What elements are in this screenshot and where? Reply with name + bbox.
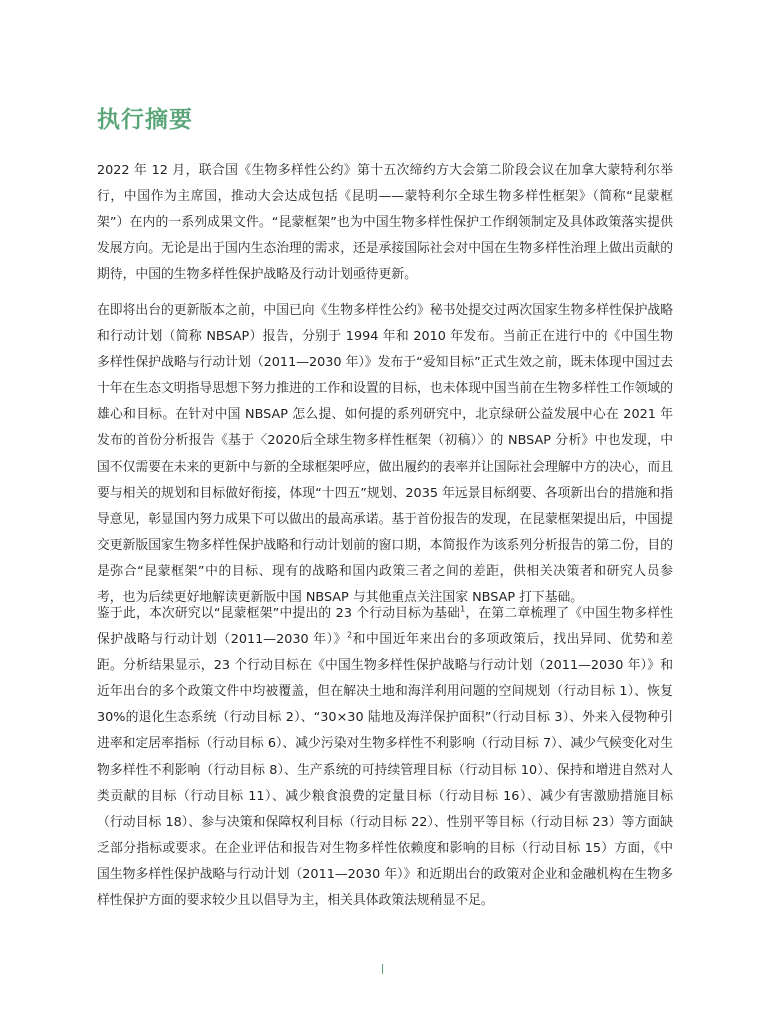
paragraph-findings xyxy=(97,601,673,914)
page-number-marker xyxy=(382,964,383,974)
paragraph-nbsap-history: 在即将出台的更新版本之前，中国已向《生物多样性公约》秘书处提交过两次国家生物多样性保护战略和行动计划（简称 NBSAP）报告，分别于 1994 年和 2010 年发布。当前正在进行中的《中国生物多样性保护战略与行动计划（2011—2030 年）》发布于“爱知目标”正式生效之前，既未体现中国过去十年在生态文明指导思想下努力推进的工作和设置的目标，也未体现中国当前在生物多样性工作领域的雄心和目标。在针对中国 NBSAP 怎么提、如何提的系列研究中，北京绿研公益发展中心在 2021 年发布的首份分析报告《基于〈2020后全球生物多样性框架（初稿）〉的 NBSAP 分析》中也发现，中国不仅需要在未来的更新中与新的全球框架呼应，做出履约的表率并让国际社会理解中方的决心，而且要与相关的规划和目标做好衔接，体现“十四五”规划、2035 年远景目标纲要、各项新出台的措施和指导意见，彰显国内努力成果下可以做出的最高承诺。基于首份报告的发现，在昆蒙框架提出后，中国提交更新版国家生物多样性保护战略和行动计划前的窗口期，本简报作为该系列分析报告的第二份，目的是弥合“昆蒙框架”中的目标、现有的战略和国内政策三者之间的差距，供相关决策者和研究人员参考，也为后续更好地解读更新版中国 NBSAP 与其他重点关注国家 NBSAP 打下基础。 xyxy=(97,303,673,606)
paragraph-background: 2022 年 12 月，联合国《生物多样性公约》第十五次缔约方大会第二阶段会议在加拿大蒙特利尔举行，中国作为主席国，推动大会达成包括《昆明——蒙特利尔全球生物多样性框架》（简称“昆蒙框架”）在内的一系列成果文件。“昆蒙框架”也为中国生物多样性保护工作纲领制定及具体政策落实提供发展方向。无论是出于国内生态治理的需求，还是承接国际社会对中国在生物多样性治理上做出贡献的期待，中国的生物多样性保护战略及行动计划亟待更新。 xyxy=(97,163,673,283)
footnote-ref-2[interactable]: 2 xyxy=(347,630,353,640)
findings-text-part2: ，在第二章梳理了《中国生物多样性保护战略与行动计划（2011—2030 年）》 xyxy=(97,606,673,648)
footnote-ref-1[interactable]: 1 xyxy=(460,604,466,614)
findings-text-part3: 和中国近年来出台的多项政策后，找出异同、优势和差距。分析结果显示，23 个行动目标在《中国生物多样性保护战略与行动计划（2011—2030 年）》和近年出台的多个政策文件中均被覆盖，但在解决土地和海洋利用问题的空间规划（行动目标 1）、恢复 30%的退化生态系统（行动目标 2）、“30×30 陆地及海洋保护面积”（行动目标 3）、外来入侵物种引进率和定居率指标（行动目标 6）、减少污染对生物多样性不利影响（行动目标 7）、减少气候变化对生物多样性不利影响（行动目标 8）、生产系统的可持续管理目标（行动目标 10）、保持和增进自然对人类贡献的目标（行动目标 11）、减少粮食浪费的定量目标（行动目标 16）、减少有害激励措施目标（行动目标 18）、参与决策和保障权利目标（行动目标 22）、性别平等目标（行动目标 23）等方面缺乏部分指标或要求。在企业评估和报告对生物多样性依赖度和影响的目标（行动目标 15）方面，《中国生物多样性保护战略与行动计划（2011—2030 年）》和近期出台的政策对企业和金融机构在生物多样性保护方面的要求较少且以倡导为主，相关具体政策法规稍显不足。 xyxy=(97,632,673,909)
findings-text-part1: 鉴于此，本次研究以“昆蒙框架”中提出的 23 个行动目标为基础 xyxy=(97,606,461,621)
section-title: 执行摘要 xyxy=(97,107,193,133)
